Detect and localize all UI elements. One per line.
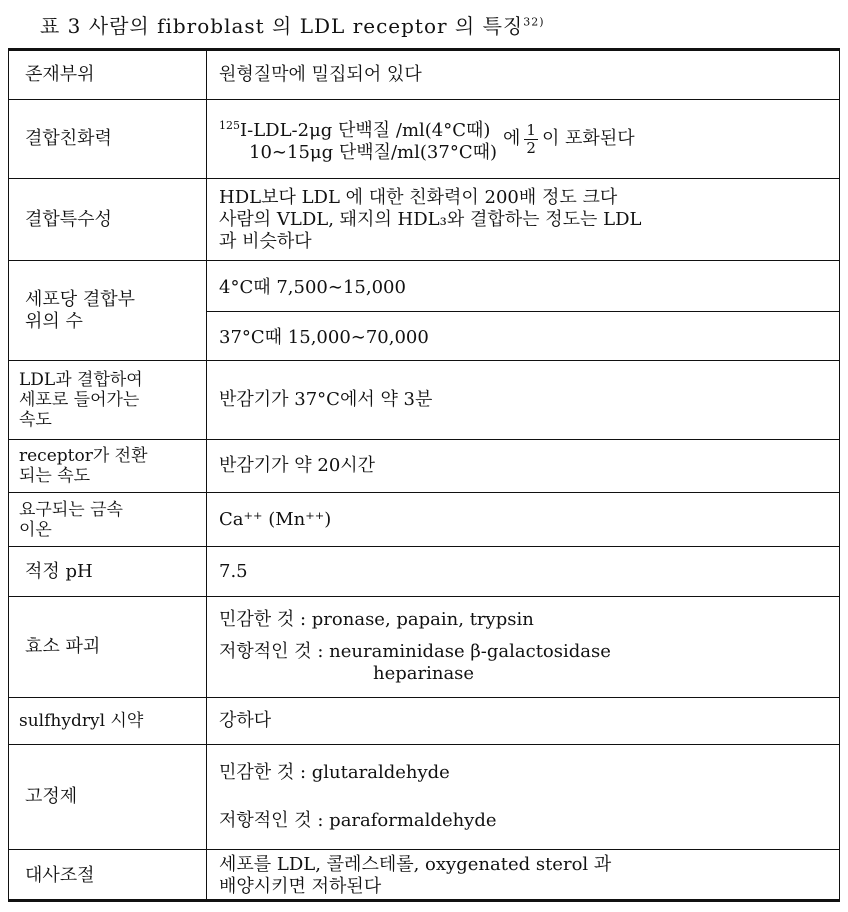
table-row (9, 440, 839, 493)
row-value (219, 179, 829, 260)
table-row (9, 698, 839, 745)
row-label: 효소 파괴 (9, 597, 207, 697)
label-line: 되는 속도 (19, 466, 91, 486)
row-value (219, 440, 829, 492)
row-value (219, 361, 829, 439)
fraction-denominator: 2 (526, 138, 536, 157)
connector-text: 에 (503, 128, 521, 149)
cell-divider (207, 311, 839, 312)
table-row (9, 261, 839, 361)
row-label: 존재부위 (9, 51, 207, 99)
affinity-values (219, 115, 497, 164)
table-row (9, 361, 839, 440)
row-label (9, 361, 207, 439)
table-row (9, 850, 839, 902)
table-row (9, 547, 839, 597)
label-line: receptor가 전환 (19, 446, 148, 466)
table-row (9, 51, 839, 100)
row-value (219, 745, 829, 849)
value-line: 37°C때 15,000∼70,000 (219, 327, 429, 348)
row-label: sulfhydryl 시약 (9, 698, 207, 744)
row-label (9, 261, 207, 360)
row-label: 결합특수성 (9, 179, 207, 260)
fraction-numerator: 1 (526, 120, 536, 139)
value-line: 원형질막에 밀집되어 있다 (219, 64, 422, 85)
label-line: 위의 수 (25, 310, 83, 332)
value-line: 과 비슷하다 (219, 230, 312, 252)
value-line: 10∼15μg 단백질/ml(37°C때) (249, 141, 497, 163)
table-row (9, 745, 839, 850)
row-value (219, 51, 829, 99)
value-line: 저항적인 것 : neuraminidase β-galactosidase (219, 641, 611, 662)
table-row (9, 597, 839, 698)
label-line: 세포로 들어가는 (19, 390, 140, 410)
value-line: 4°C때 7,500∼15,000 (219, 277, 406, 298)
table-title (40, 10, 545, 39)
receptor-table (8, 48, 840, 902)
label-line: LDL과 결합하여 (19, 370, 143, 390)
table-row (9, 179, 839, 261)
row-value (219, 850, 829, 902)
value-line: 반감기가 37°C에서 약 3분 (219, 389, 433, 410)
table-row (9, 493, 839, 547)
value-line: 배양시키면 저하된다 (219, 876, 382, 897)
value-line: 사람의 VLDL, 돼지의 HDL₃와 결합하는 정도는 LDL (219, 208, 642, 230)
value-line: 민감한 것 : pronase, papain, trypsin (219, 609, 534, 630)
row-value (219, 698, 829, 744)
value-text: I-LDL-2μg 단백질 /ml(4°C때) (240, 119, 491, 141)
row-label: 대사조절 (9, 850, 207, 902)
label-line: 세포당 결합부 (25, 288, 136, 310)
row-label (9, 493, 207, 546)
reference-mark: 32) (523, 15, 545, 29)
label-line: 이온 (19, 519, 52, 540)
row-value (219, 100, 829, 178)
row-label: 결합친화력 (9, 100, 207, 178)
isotope-number: 125 (219, 118, 240, 132)
row-label: 고정제 (9, 745, 207, 849)
value-line: 7.5 (219, 560, 248, 582)
value-line: Ca⁺⁺ (Mn⁺⁺) (219, 508, 332, 530)
fraction (524, 122, 538, 157)
row-value (219, 493, 829, 546)
label-line: 속도 (19, 410, 52, 430)
value-line (219, 115, 497, 142)
value-line: HDL보다 LDL 에 대한 친화력이 200배 정도 크다 (219, 186, 618, 208)
value-line: 반감기가 약 20시간 (219, 455, 376, 476)
row-value (219, 597, 829, 697)
label-line: 요구되는 금속 (19, 499, 123, 520)
row-label (9, 440, 207, 492)
row-label: 적정 pH (9, 547, 207, 596)
value-line: 저항적인 것 : paraformaldehyde (219, 810, 497, 831)
value-line: heparinase (373, 663, 475, 684)
value-line: 강하다 (219, 710, 272, 731)
row-value (219, 547, 829, 596)
table-title-text: 표 3 사람의 fibroblast 의 LDL receptor 의 특징 (40, 14, 524, 38)
value-text: 이 포화된다 (541, 128, 635, 149)
value-line: 민감한 것 : glutaraldehyde (219, 762, 450, 783)
table-row (9, 100, 839, 179)
value-line: 세포를 LDL, 콜레스테롤, oxygenated sterol 과 (219, 854, 612, 875)
